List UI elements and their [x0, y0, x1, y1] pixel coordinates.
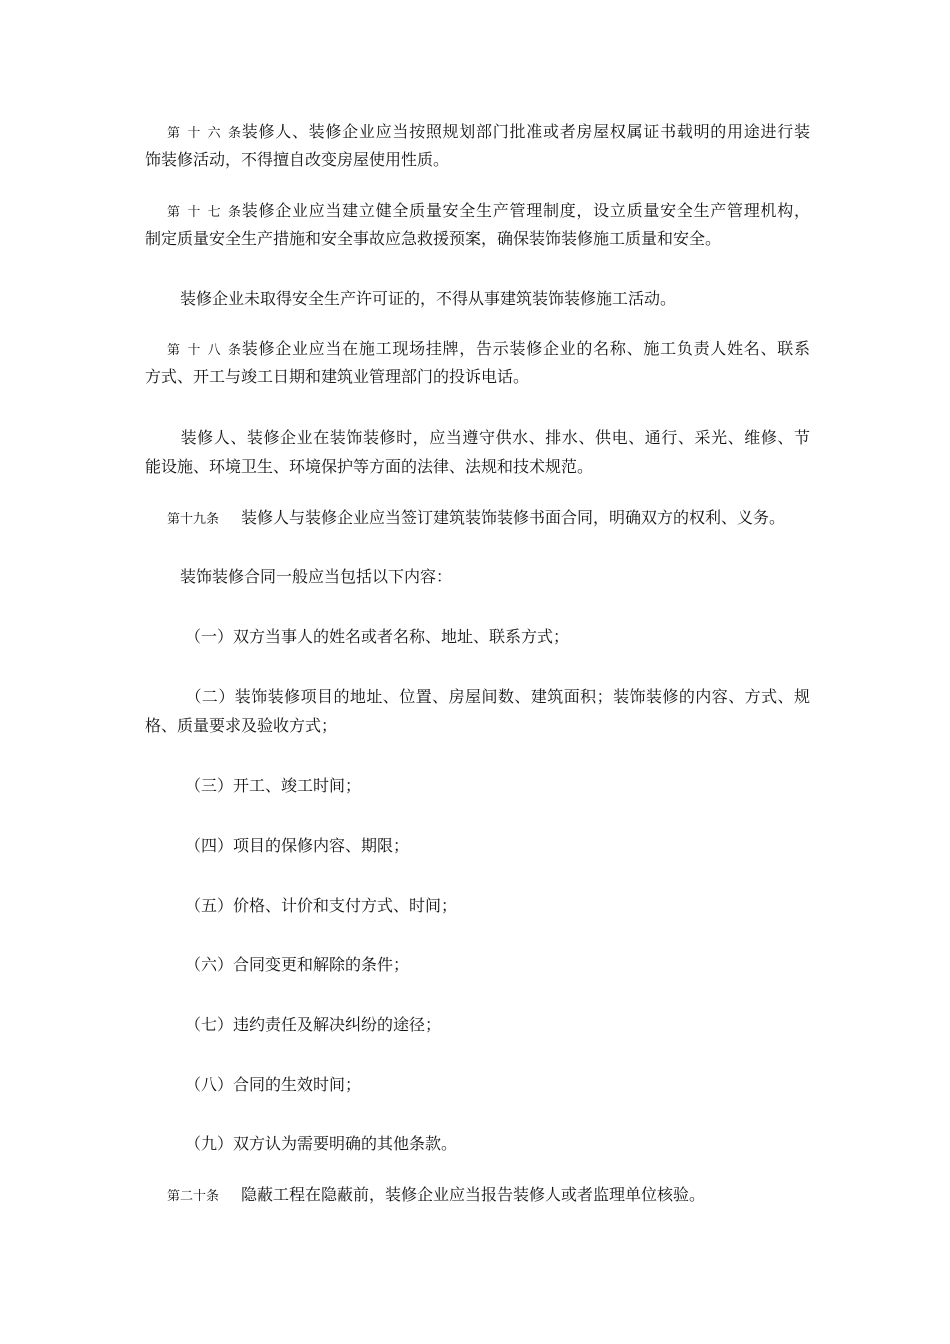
list-item-7: [145, 1015, 810, 1035]
article-18-line-1: [145, 339, 810, 361]
list-item-9-text: （九）双方认为需要明确的其他条款。: [185, 1134, 458, 1153]
list-item-1-text: （一）双方当事人的姓名或者名称、地址、联系方式；: [185, 627, 570, 646]
list-item-5: [145, 896, 810, 916]
article-19-label: 第十九条: [167, 512, 220, 527]
list-item-5-text: （五）价格、计价和支付方式、时间；: [185, 896, 458, 915]
article-17-paragraph-2: [145, 289, 810, 309]
article-16-label: 第十六条: [167, 126, 241, 141]
article-18-paragraph-2-line-1: [145, 428, 810, 448]
article-19-line-1: [145, 508, 810, 530]
article-20-line-1: [145, 1185, 810, 1207]
article-18-paragraph-2-text-1: 装修人、装修企业在装饰装修时，应当遵守供水、排水、供电、通行、采光、维修、节: [180, 428, 810, 447]
article-17-label: 第十七条: [167, 205, 241, 220]
list-item-7-text: （七）违约责任及解决纠纷的途径；: [185, 1015, 442, 1034]
list-item-2-line-2: 格、质量要求及验收方式；: [145, 716, 338, 735]
list-item-6-text: （六）合同变更和解除的条件；: [185, 955, 410, 974]
article-17-text-1: 装修企业应当建立健全质量安全生产管理制度，设立质量安全生产管理机构，: [241, 201, 810, 220]
list-item-9: [145, 1134, 810, 1154]
list-item-4-text: （四）项目的保修内容、期限；: [185, 836, 410, 855]
list-item-6: [145, 955, 810, 975]
article-17-line-2: 制定质量安全生产措施和安全事故应急救援预案，确保装饰装修施工质量和安全。: [145, 229, 722, 248]
article-18-text-1: 装修企业应当在施工现场挂牌，告示装修企业的名称、施工负责人姓名、联系: [241, 339, 810, 358]
list-item-3-text: （三）开工、竣工时间；: [185, 776, 362, 795]
list-item-2-text-1: （二）装饰装修项目的地址、位置、房屋间数、建筑面积；装饰装修的内容、方式、规: [185, 687, 810, 706]
list-item-3: [145, 776, 810, 796]
article-18-line-2: 方式、开工与竣工日期和建筑业管理部门的投诉电话。: [145, 367, 530, 386]
article-16-line-2: 饰装修活动，不得擅自改变房屋使用性质。: [145, 150, 450, 169]
list-item-4: [145, 836, 810, 856]
list-item-8: [145, 1075, 810, 1095]
article-20-label: 第二十条: [167, 1189, 220, 1204]
article-18-paragraph-2-line-2: 能设施、环境卫生、环境保护等方面的法律、法规和技术规范。: [145, 457, 594, 476]
article-20-text-1: 隐蔽工程在隐蔽前，装修企业应当报告装修人或者监理单位核验。: [241, 1185, 706, 1204]
article-16-text-1: 装修人、装修企业应当按照规划部门批准或者房屋权属证书载明的用途进行装: [241, 122, 810, 141]
article-19-text-1: 装修人与装修企业应当签订建筑装饰装修书面合同，明确双方的权利、义务。: [241, 508, 786, 527]
article-19-paragraph-2-text: 装饰装修合同一般应当包括以下内容：: [180, 567, 453, 586]
article-16-line-1: [145, 122, 810, 144]
list-item-8-text: （八）合同的生效时间；: [185, 1075, 362, 1094]
list-item-2-line-1: [145, 687, 810, 707]
article-17-paragraph-2-text: 装修企业未取得安全生产许可证的，不得从事建筑装饰装修施工活动。: [180, 289, 677, 308]
article-18-label: 第十八条: [167, 343, 241, 358]
article-19-paragraph-2: [145, 567, 810, 587]
list-item-1: [145, 627, 810, 647]
article-17-line-1: [145, 201, 810, 223]
